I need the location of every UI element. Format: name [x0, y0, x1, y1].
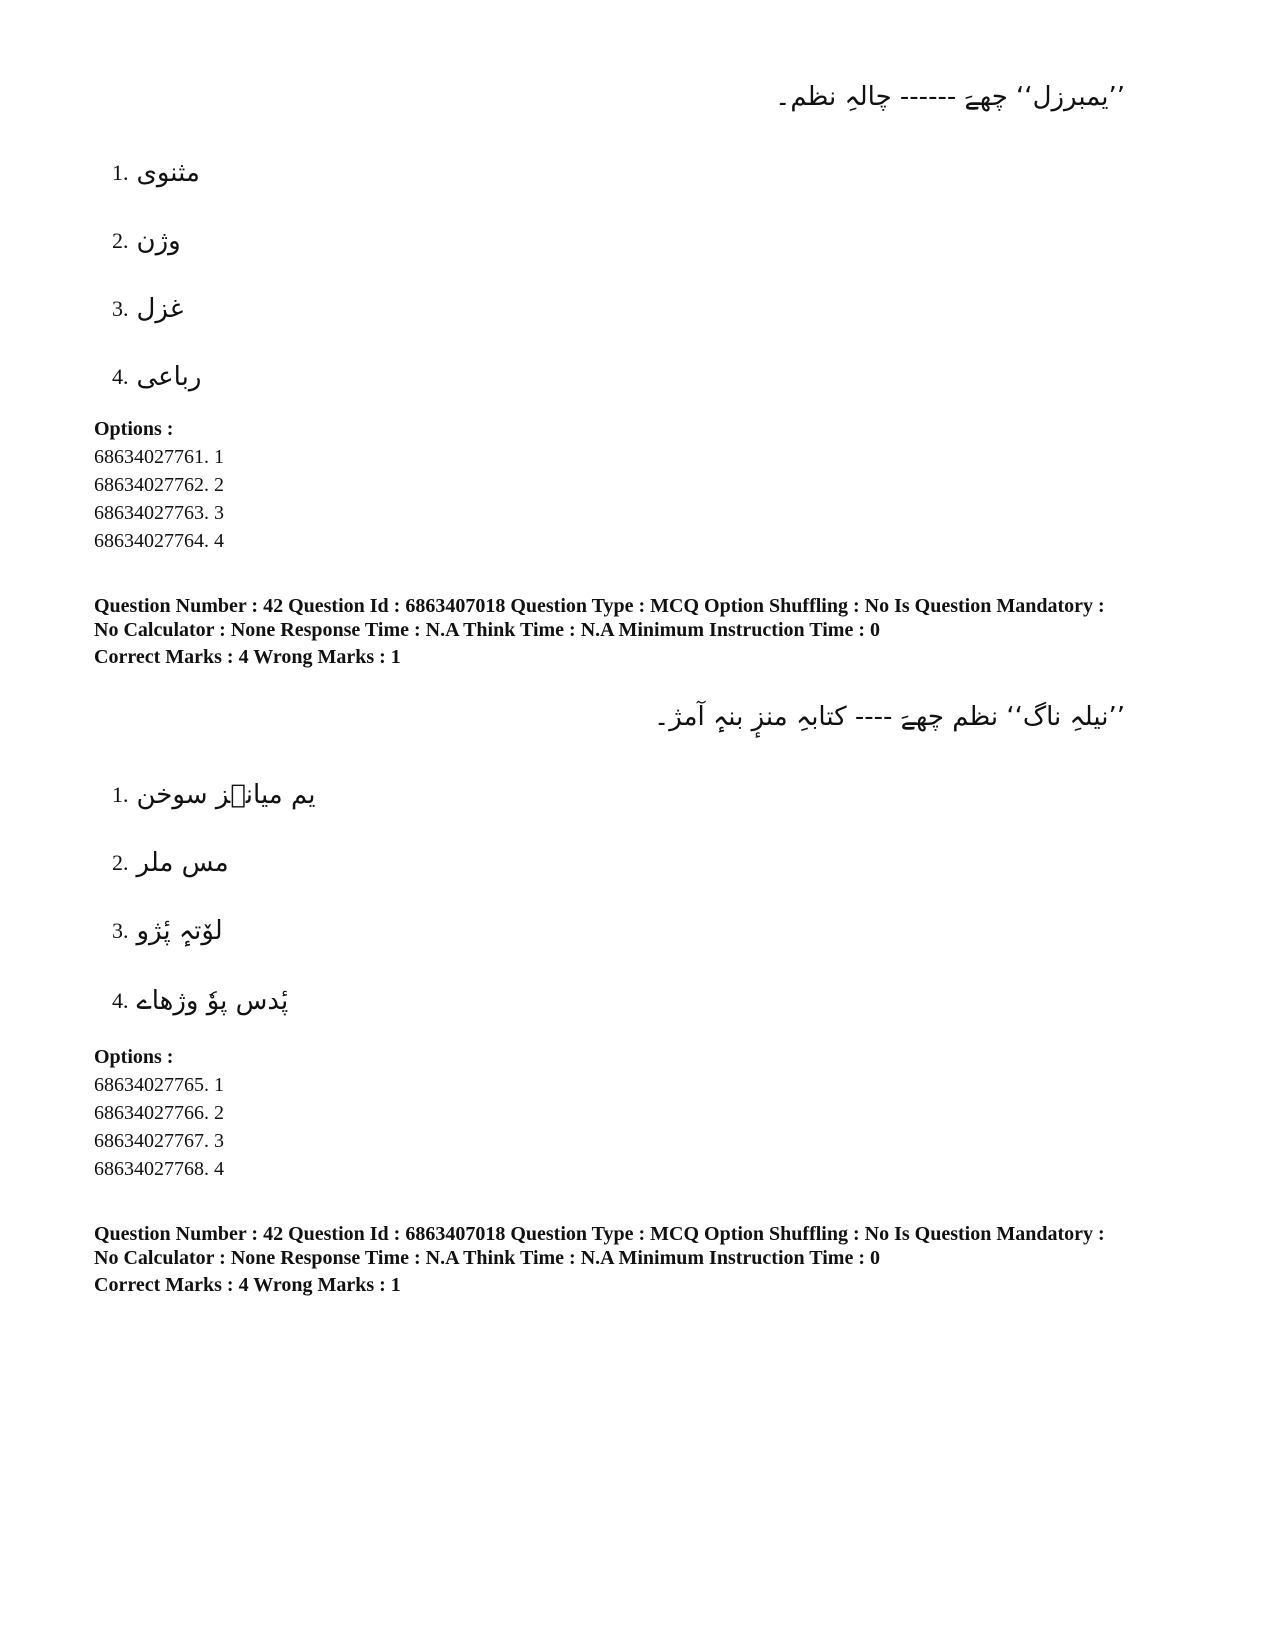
question-meta-line: No Calculator : None Response Time : N.A Think Time : N.A Minimum Instruction Time : 0 — [94, 1247, 880, 1269]
question-meta — [94, 594, 1194, 642]
options-label: Options : — [94, 1046, 174, 1068]
choice-text: مس ملر — [136, 848, 229, 878]
choice-number: 1. — [112, 782, 129, 807]
marks-line: Correct Marks : 4 Wrong Marks : 1 — [94, 646, 401, 668]
question-meta-line: Question Number : 42 Question Id : 6863407018 Question Type : MCQ Option Shuffling : No Is Question Mandatory : — [94, 595, 1105, 617]
question-meta — [94, 1222, 1194, 1270]
choice-number: 3. — [112, 918, 129, 943]
choice-number: 3. — [112, 296, 129, 321]
choice-item — [112, 362, 201, 392]
choice-item — [112, 780, 316, 810]
option-line: 68634027766. 2 — [94, 1102, 224, 1124]
choice-item — [112, 226, 181, 256]
question-meta-line: Question Number : 42 Question Id : 6863407018 Question Type : MCQ Option Shuffling : No Is Question Mandatory : — [94, 1223, 1105, 1245]
question-meta-line: No Calculator : None Response Time : N.A Think Time : N.A Minimum Instruction Time : 0 — [94, 619, 880, 641]
choice-item — [112, 158, 200, 188]
choice-text: رباعی — [136, 362, 202, 392]
choice-text: پٔدس پوٗ وژھاے — [136, 986, 289, 1016]
question-stem-2: ’’نیلہِ ناگ‘‘ نظم چھےَ ---- کتابہِ منزٕ بنہٕ آمژ۔ — [654, 702, 1125, 732]
choice-item — [112, 294, 183, 324]
option-line: 68634027761. 1 — [94, 446, 224, 468]
choice-number: 2. — [112, 850, 129, 875]
option-line: 68634027763. 3 — [94, 502, 224, 524]
choice-number: 2. — [112, 228, 129, 253]
option-line: 68634027767. 3 — [94, 1130, 224, 1152]
choice-text: وژن — [136, 226, 181, 256]
choice-text: یم میانٛز سوخن — [136, 780, 316, 810]
choice-number: 1. — [112, 160, 129, 185]
choice-item — [112, 986, 288, 1016]
option-line: 68634027764. 4 — [94, 530, 224, 552]
choice-number: 4. — [112, 988, 129, 1013]
choice-text: مثنوی — [136, 158, 200, 188]
options-label: Options : — [94, 418, 174, 440]
marks-line: Correct Marks : 4 Wrong Marks : 1 — [94, 1274, 401, 1296]
choice-text: لوٚتہٕ پٔژو — [136, 916, 223, 946]
option-line: 68634027768. 4 — [94, 1158, 224, 1180]
question-stem-1: ’’یمبرزل‘‘ چھےَ ------ چالہِ نظم۔ — [775, 82, 1125, 112]
option-line: 68634027765. 1 — [94, 1074, 224, 1096]
choice-item — [112, 916, 223, 946]
choice-item — [112, 848, 229, 878]
option-line: 68634027762. 2 — [94, 474, 224, 496]
choice-text: غزل — [136, 294, 184, 324]
choice-number: 4. — [112, 364, 129, 389]
